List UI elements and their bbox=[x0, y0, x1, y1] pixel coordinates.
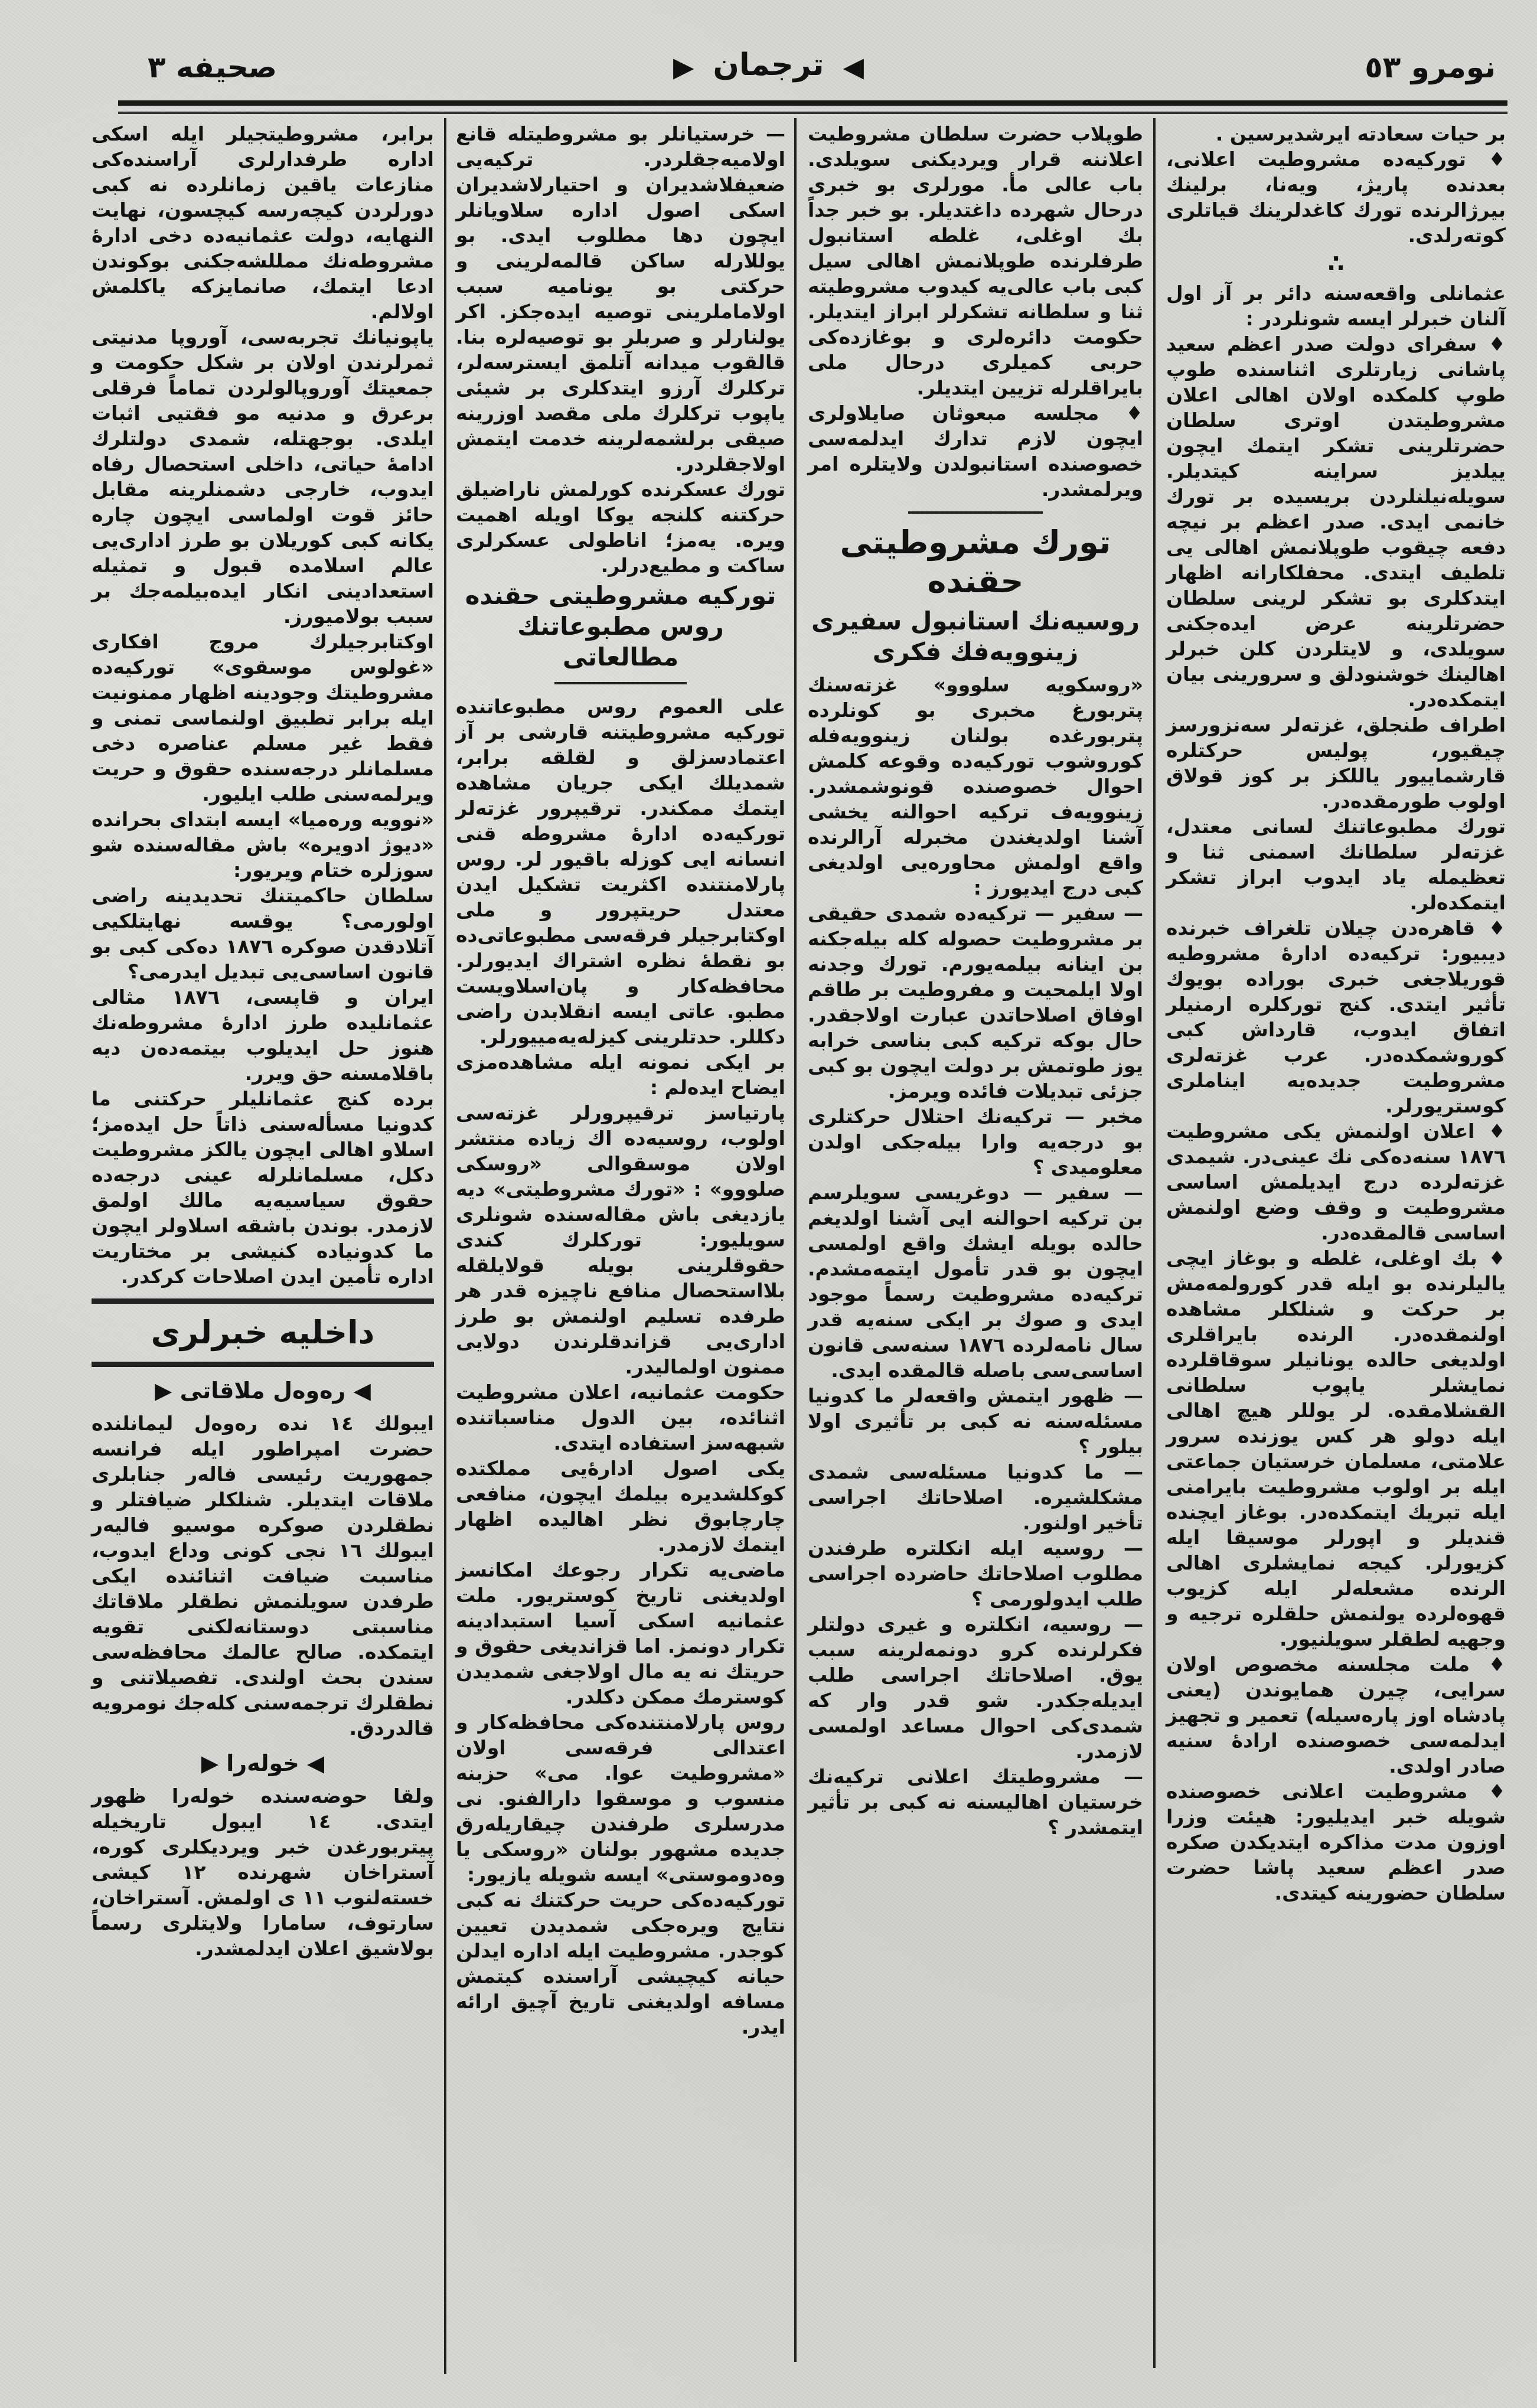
paragraph: — روسيه ايله انكلتره طرفندن مطلوب اصلاحاتك حاضرده اجراسى طلب ايدولورمى ؟ bbox=[808, 1536, 1143, 1610]
paragraph: — سفير — دوغريسى سويلرسم بن تركيه احوالنه ايى آشنا اولديغم حالده بويله ايشك واقع اولمسى ايچون بو قدر تأمول ايتمه‌مشدم. تركيه‌ده مشروطيت رسماً موجود ايدى و صوك بر ايكى سنه‌يه قدر سال نامه‌لرده ١٨٧٦ سنه‌سى قانون اساسى‌سى باصله قالمقده ايدى. bbox=[808, 1181, 1143, 1382]
paragraph: روس پارلامنتنده‌كى محافظه‌كار و اعتدالى فرقه‌سى اولان «مشروطيت عوا. مى» حزبنه منسوب و موسقوا دارالفنو. نى مدرسلرى طرفندن چيقاريله‌رق جديده مشهور بولنان «روسكى يا وه‌دوموستى» ايسه شويله يازيور: bbox=[456, 1711, 785, 1886]
paragraph: تورك مطبوعاتنك لسانى معتدل، غزته‌لر سلطانك اسمنى ثنا و تعظيمله ياد ايدوب ابراز تشكر ايتمكده‌لر. bbox=[1166, 815, 1506, 914]
paragraph: ولقا حوضه‌سنده خوله‌را ظهور ايتدى. ١٤ ايبول تاريخيله پيتربورغدن خبر ويرديكلرى كوره، آستراخان شهرنده ١٢ كيشى خسته‌لنوب ١١ ى اولمش. آستراخان، سارتوف، سامارا ولايتلرى رسماً بولاشيق اعلان ايدلمشدر. bbox=[92, 1784, 434, 1960]
headline: تورك مشروطيتى حقنده bbox=[840, 524, 1111, 600]
section-heading: ◀ خوله‌را ▶ bbox=[201, 1750, 325, 1776]
column-divider bbox=[444, 118, 446, 2374]
paragraph: — روسيه، انكلتره و غيرى دولتلر فكرلرنده كرو دونمه‌لرينه سبب يوق. اصلاحاتك اجراسى طلب ايديله‌جكدر. شو قدر وار كه شمدى‌كى احوال مساعد اولمسى لازمدر. bbox=[808, 1613, 1143, 1763]
ornament-left-icon: ◀ bbox=[843, 51, 864, 83]
paragraph: — ما كدونيا مسئله‌سى شمدى مشكلشيره. اصلاحاتك اجراسى تأخير اولنور. bbox=[808, 1460, 1143, 1534]
paragraph: ♦ قاهره‌دن چيلان تلغراف خبرنده ديبيور: تركيه‌ده ادارهٔ مشروطيه قوريلاجغى خبرى بوراده بويوك تأثير ايتدى. كنج توركلره ارمنيلر اتفاق ايدوب، قارداش كبى كوروشمكده‌در. عرب غزته‌لرى مشروطيت جديده‌يه ايناملرى كوستريورلر. bbox=[1166, 916, 1506, 1117]
ornament-right-icon: ▶ bbox=[673, 51, 694, 83]
paragraph: سلطان حاكميتنك تحديدينه راضى اولورمى؟ يوقسه نهايتلكيى آتلادقدن صوكره ١٨٧٦ ده‌كى كبى بو قانون اساسى‌يى تبديل ايدرمى؟ bbox=[92, 884, 434, 983]
paragraph: مخبر — تركيه‌نك احتلال حركتلرى بو درجه‌يه وارا بيله‌جكى اولدن معلوميدى ؟ bbox=[808, 1105, 1143, 1179]
paragraph: عثمانلى واقعه‌سنه دائر بر آز اول آلنان خبرلر ايسه شونلردر : bbox=[1166, 282, 1506, 330]
section-rule bbox=[92, 1362, 434, 1367]
paragraph: ايبولك ١٤ نده ره‌وه‌ل ليمانلنده حضرت امپراطور ايله فرانسه جمهوريت رئيسى فاله‌ر جنابلرى ملاقات ايتديلر. شنلكلر ضيافتلر و نطقلردن صوكره موسيو فاليه‌ر ايبولك ١٦ نجى كونى وداع ايدوب، مناسبت ضيافت اثنائنده ايكى طرفدن سويلنمش نطقلر ملاقاتك مناسبتى دوستانه‌لكنى تقويه ايتمكده. صالح عالمك محافظه‌سى سندن بحث اولندى. تفصيلاتنى و نطقلرك ترجمه‌سنى كله‌جك نومرويه قالدردق. bbox=[92, 1412, 434, 1740]
column-2 bbox=[808, 121, 1143, 1840]
paragraph: — ظهور ايتمش واقعه‌لر ما كدونيا مسئله‌سنه نه كبى بر تأثيرى اولا بيلور ؟ bbox=[808, 1384, 1143, 1458]
column-divider bbox=[1153, 118, 1156, 2368]
headline: داخليه خبرلرى bbox=[151, 1314, 375, 1351]
paragraph: ♦ بك اوغلى، غلطه و بوغاز ايچى ياليلرنده بو ايله قدر كورولمه‌مش بر حركت و شنلكلر مشاهده اولنمقده‌در. الرنده بايراقلرى اولديغى حالده يونانيلر سوقاقلرده نمايشلر ياپوب سلطانى القشلامقده. لر يوللر هيچ اهالى ايله دولو هر كس يوزنده سرور علامتى، مسلمان خرستيان جماعتى ايله بر اولوب مشروطيت بايرامنى ايله تبريك ايتمكده‌در. بوغاز ايچنده قنديلر و اپورلر موسيقا ايله كزيورلر. كيجه نمايشلرى اهالى الرنده مشعله‌لر ايله كزيوب قهوه‌لرده يولنمش حلقلره ترجيه و وجهيه لطقلر سويلنيور. bbox=[1166, 1247, 1506, 1650]
paragraph: ♦ توركيه‌ده مشروطيت اعلانى، بعدنده پاريژ، ويه‌نا، برلينك بيرژالرنده تورك كاغدلرينك قياتلرى كوته‌رلدى. bbox=[1166, 148, 1506, 247]
paragraph: اطراف طنجلق، غزته‌لر سه‌نزورسز چيقيور، پوليس حركتلره قارشماييور ياللكز بر كوز قولاق اولوب طورمقده‌در. bbox=[1166, 713, 1506, 813]
paragraph: ♦ مشروطيت اعلانى خصوصنده شويله خبر ايديليور: هيئت وزرا اوزون مدت مذاكره ايتديكدن صكره صدر اعظم سعيد پاشا حضرت سلطان حضورينه كيتدى. bbox=[1166, 1780, 1506, 1904]
paragraph: يكى اصول ادارهٔ‌يى مملكتده كوكلشديره بيلمك ايچون، منافعى چارچابوق نظر اهاليده اظهار ايتمك لازمدر. bbox=[456, 1457, 785, 1556]
paragraph: ♦ مجلسه مبعوثان صايلاولرى ايچون لازم تدارك ايدلمه‌سى خصوصنده استانبولدن ولايتلره امر ويرلمشدر. bbox=[808, 402, 1143, 501]
paragraph: پارتياسز ترقيپرورلر غزته‌سى اولوب، روسيه‌ده اك زياده منتشر اولان موسقوالى «روسكى صلووو» : «تورك مشروطيتى» ديه يازديغى باش مقاله‌سنده شونلرى سويليور: توركلرك كندى حقوقلرينى بويله قولايلقله بلااستحصال منافع ناچيزه قدر هر طرفده تسليم اولنمش بو طرز ادارى‌يى قزاندقلرندن دولايى ممنون اولماليدر. bbox=[456, 1101, 785, 1378]
paragraph: «روسكويه سلووو» غزته‌سنك پتربورغ مخبرى بو كونلرده پتربورغده بولنان زينوويه‌فله كوروشوب توركيه‌ده وقوعه كلمش احوال خصوصنده قونوشمشدر. زينوويه‌ف تركيه احوالنه يخشى آشنا اولديغندن مخبرله آرالرنده واقع اولمش محاوره‌يى اولديغى كبى درج ايديورز : bbox=[808, 673, 1143, 899]
paragraph: اوكتابرجيلرك مروج افكارى «غولوس موسقوى» توركيه‌ده مشروطيتك وجودينه اظهار ممنونيت ايله برابر تطبيق اولنماسى تمنى و فقط غير مسلم عناصره دخى مسلمانلر درجه‌سنده حقوق و حريت ويرلمه‌سنى طلب ايليور. bbox=[92, 630, 434, 805]
paragraph: توركيه‌ده‌كى حريت حركتنك نه كبى نتايج ويره‌جكى شمديدن تعيين كوجدر. مشروطيت ايله اداره ايدلن حيانه كيچيشى آراسنده كيتمش مسافه اولديغنى تاريخ آچيق ارائه ايدر. bbox=[456, 1888, 785, 2038]
column-4 bbox=[92, 121, 434, 1961]
paragraph: برابر، مشروطيتجيلر ايله اسكى اداره طرفدارلرى آراسنده‌كى منازعات ياقين زمانلرده نه كبى دورلردن كيچه‌رسه كيچسون، نهايت النهايه، دولت عثمانيه‌ده دخى ادارهٔ مشروطه‌نك ممللشه‌جكنى بوكوندن ادعا ايتمك، صانمايزكه ياكلمش اولالم. bbox=[92, 122, 434, 323]
paragraph: حكومت عثمانيه، اعلان مشروطيت اثنائده، بين الدول مناسباتنده شبهه‌سز استفاده ايتدى. bbox=[456, 1381, 785, 1454]
section-rule bbox=[92, 1298, 434, 1304]
newspaper-name: ترجمان bbox=[713, 47, 824, 83]
paragraph: ♦ سفراى دولت صدر اعظم سعيد پاشانى زيارتلرى اثناسنده طوپ طوپ كلمكده اولان اهالى اعلان مشروطيتدن اوترى سلطان حضرتلرينى تشكر ايتمك ايچون ييلديز سراينه كيتديلر. سويله‌نيلنلردن بريسيده بر تورك خانمى ايدى. صدر اعظم بر نيچه دفعه چيقوب طوپلانمش اهالى يى تلطيف ايتدى. محفلكارانه اظهار ايتدكلرى بو تشكر لرينى سلطان حضرتلرينه عرض ايده‌جكنى سويلدى، و لايتلردن كلن خبرلر اهالينك خوشنودلق و سرورينى بيان ايتمكده‌در. bbox=[1166, 332, 1506, 711]
subheadline: روسيه‌نك استانبول سفيرى زينوويه‌فك فكرى bbox=[811, 606, 1140, 666]
issue-number: نومرو ٥٣ bbox=[1365, 50, 1496, 84]
column-3 bbox=[456, 121, 785, 2040]
paragraph: — خرستيانلر بو مشروطيتله قانع اولاميه‌جقلردر. تركيه‌يى ضعيفلاشديران و احتيارلاشديران اسكى اصول اداره سلاويانلر ايچون دها مطلوب ايدى. بو يوللارله ساكن قالمه‌لرينى و حركتى بو يوناميه سبب اولاماملرينى توصيه ايده‌جكز. اكر يولنارلر و صربلر بو توصيه‌لره بنا. قالقوب ميدانه آتلمق ايسترسه‌لر، تركلرك آرزو ايتدكلرى بر شيئى ياپوب تركلرك ملى مقصد اوزرينه صيقى برلشمه‌لرينه خدمت ايتمش اولاجقلردر. bbox=[456, 122, 785, 475]
paragraph: «نوويه وره‌ميا» ايسه ابتداى بحرانده «ديوژ ادويره» باش مقاله‌سنده شو سوزلره ختام ويريور: bbox=[92, 808, 434, 882]
paragraph: تورك عسكرنده كورلمش ناراضيلق حركتنه كلنجه يوكا اويله اهميت ويره. يه‌مز؛ اناطولى عسكرلرى ساكت و مطيع‌درلر. bbox=[456, 478, 785, 577]
paragraph: بر ايكى نمونه ايله مشاهده‌مزى ايضاح ايده‌لم : bbox=[456, 1050, 785, 1099]
paragraph: ايران و قاپسى، ١٨٧٦ مثالى عثمانليده طرز ادارهٔ مشروطه‌نك هنوز حل ايديلوب بيتمه‌ده‌ن ديه باقلامسنه حق ويرر. bbox=[92, 986, 434, 1085]
paragraph: — سفير — تركيه‌ده شمدى حقيقى بر مشروطيت حصوله كله بيله‌جكنه بن اينانه بيلمه‌يورم. تورك وجدنه اولا ايلمحيت و مفروطيت بر طاقم اوفاق اصلاحاتدن عبارت اولاجقدر. حال بوكه تركيه كبى بناسى خرابه يوز طوتمش بر دولت ايچون بو كبى جزئى تبديلات فائده ويرمز. bbox=[808, 902, 1143, 1102]
column-1 bbox=[1166, 121, 1506, 1905]
paragraph: ياپونيانك تجربه‌سى، آوروپا مدنيتى ثمرلرندن اولان بر شكل حكومت و جمعيتك آوروپالولردن تماماً فرقلى برعرق و مدنيه مو فقتيى اثبات ايلدى. بوجهتله، شمدى دولتلرك ادامهٔ حياتى، داخلى استحصال رفاه ايدوب، خارجى دشمنلرينه مقابل حائز قوت اولماسى ايچون چاره يكانه كبى كوريلان بو طرز ادارى‌يى عالم اسلامده قبول و تمثيله استعدادينى انكار ايده‌بيلمه‌جك بر سبب بولاميورز. bbox=[92, 325, 434, 628]
asterism-divider: ∴ bbox=[1327, 250, 1345, 278]
section-heading: ◀ ره‌وه‌ل ملاقاتى ▶ bbox=[155, 1378, 371, 1404]
divider bbox=[554, 682, 686, 684]
column-divider bbox=[794, 118, 797, 2362]
paragraph: ♦ اعلان اولنمش يكى مشروطيت ١٨٧٦ سنه‌ده‌كى نك عينى‌در. شيمدى غزته‌لرده درج ايديلمش اساسى مشروطيت و وقف وضع اولنمش اساسى قالمقده‌در. bbox=[1166, 1120, 1506, 1244]
paragraph: برده كنج عثمانليلر حركتنى ما كدونيا مسأله‌سنى ذاتاً حل ايده‌مز؛ اسلاو اهالى ايچون يالكز مشروطيت دكل، مسلمانلرله عينى درجه‌ده حقوق سياسيه‌يه مالك اولمق لازمدر. بوندن باشقه اسلاولر ايچون ما كدونياده كنيشى بر مختاريت اداره تأمين ايدن اصلاحات كركدر. bbox=[92, 1087, 434, 1288]
paragraph: بر حيات سعادته ايرشديرسين . bbox=[1215, 122, 1506, 145]
paragraph: على العموم روس مطبوعاتنده توركيه مشروطيتنه قارشى بر آز اعتمادسزلق و لقلقه برابر، شمديلك ايكى جريان مشاهده ايتمك ممكندر. ترقيپرور غزته‌لر توركيه‌ده ادارهٔ مشروطه قنى انسانه ايى كوزله باقيور لر. روس پارلامنتنده اكثريت تشكيل ايدن معتدل حريتپرور و ملى اوكتابرجيلر فرقه‌سى مطبوعاتى‌ده بو نقطهٔ نظره اشتراك ايديورلر. محافظه‌كار و پان‌اسلاويست مطبو. عاتى ايسه انقلابدن راضى دكللر. حدتلرينى كيزله‌يه‌مييورلر. bbox=[456, 695, 785, 1048]
page-number: صحيفه ٣ bbox=[148, 50, 278, 84]
masthead-rule bbox=[118, 100, 1507, 114]
paragraph: — مشروطيتك اعلانى تركيه‌نك خرستيان اهاليسنه نه كبى بر تأثير ايتمشدر ؟ bbox=[808, 1765, 1143, 1839]
subheadline: توركيه مشروطيتى حقنده روس مطبوعاتنك مطالعاتى bbox=[465, 581, 776, 671]
paragraph: طوپلاب حضرت سلطان مشروطيت اعلاننه قرار ويرديكنى سويلدى. باب عالى مأ. مورلرى بو خبرى درحال شهرده داغتديلر. بو خبر جداً بك اوغلى، غلطه استانبول طرفلرنده طوپلانمش اهالى سيل كبى باب عالى‌يه كيدوب مشروطيته ثنا و سلطانه تشكرلر ابراز ايتديلر. حكومت دائره‌لرى و بوغازده‌كى حربى كميلرى درحال ملى بايراقلرله تزيين ايتديلر. bbox=[808, 122, 1143, 399]
paragraph: ♦ ملت مجلسنه مخصوص اولان سرايى، چيرن همايوندن (يعنى پادشاه اوز پاره‌سيله) تعمير و تجهيز ايدلمه‌سى خصوصنده ارادهٔ سنيه صادر اولدى. bbox=[1166, 1653, 1506, 1777]
divider bbox=[908, 511, 1042, 514]
paragraph: ماضى‌يه تكرار رجوعك امكانسز اولديغنى تاريخ كوستريور. ملت عثمانيه اسكى آسيا استبدادينه تكرار دونمز. اما قزانديغى حقوق و حريتك نه يه مال اولاجغى شمديدن كوسترمك ممكن دكلدر. bbox=[456, 1558, 785, 1708]
